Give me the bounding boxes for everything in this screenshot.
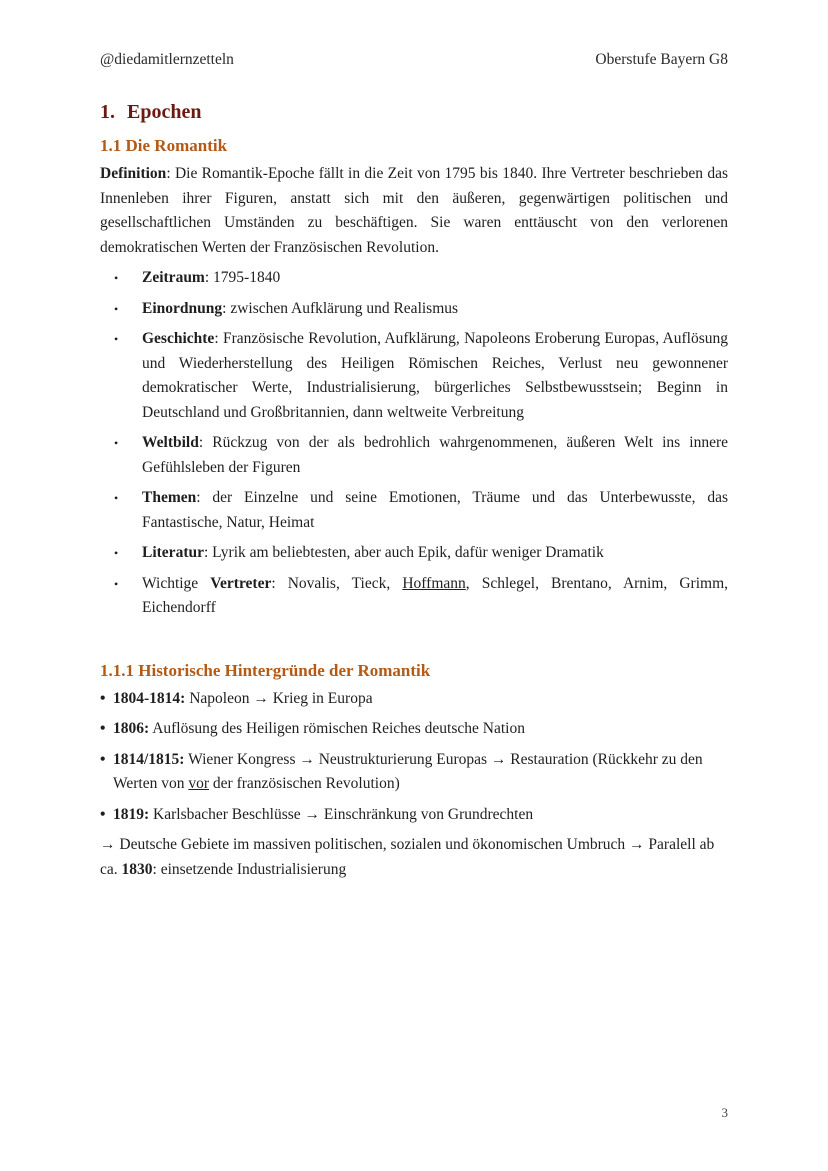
list-item-themen	[100, 486, 728, 535]
subsection-heading: 1.1 Die Romantik	[100, 136, 228, 155]
bullet-icon: •	[114, 301, 119, 316]
timeline-text: Napoleon → Krieg in Europa	[185, 689, 373, 707]
page-header	[100, 51, 728, 69]
bullet-icon: •	[114, 332, 119, 346]
section-heading	[100, 98, 728, 126]
history-timeline-list	[100, 687, 728, 828]
timeline-text: Auflösung des Heiligen römischen Reiches deutsche Nation	[149, 720, 525, 737]
history-heading: 1.1.1 Historische Hintergründe der Romantik	[100, 660, 431, 680]
list-item-weltbild	[100, 431, 728, 480]
bullet-icon: •	[114, 576, 119, 591]
note-text: → Deutsche Gebiete im massiven politischen, sozialen und ökonomischen Umbruch → Paralell ab ca.	[100, 836, 715, 878]
list-item-vertreter	[100, 572, 728, 621]
bullet-icon: •	[114, 491, 119, 505]
note-text: : einsetzende Industrialisierung	[152, 860, 347, 878]
item-text: : Französische Revolution, Aufklärung, Napoleons Eroberung Europas, Auflösung und Wiederherstellung des Heiligen Römischen Reiches, Verlust neu gewonnener demokratischer Werte, Industrialisierung, bürgerliches Selbstbewusstsein; Beginn in Deutschland und Großbritannien, dann weltweite Verbreitung	[142, 330, 728, 421]
note-year: 1830	[121, 860, 153, 878]
item-label: Weltbild	[142, 434, 199, 451]
item-text: , Schlegel, Brentano, Arnim, Grimm, Eichendorff	[142, 574, 729, 616]
underlined-word: vor	[188, 775, 210, 792]
header-handle: @diedamitlernzetteln	[100, 51, 234, 68]
item-label: Zeitraum	[142, 269, 205, 286]
definition-text: : Die Romantik-Epoche fällt in die Zeit von 1795 bis 1840. Ihre Vertreter beschrieben das Innenleben ihrer Figuren, anstatt sich mit den äußeren, gegenwärtigen politischen und gesellschaftlichen Umständen zu beschäftigen. Sie waren enttäuscht von den verlorenen demokratischen Werten der Französischen Revolution.	[100, 165, 728, 256]
bullet-icon: •	[100, 720, 106, 737]
timeline-item	[100, 687, 728, 712]
definition-label: Definition	[100, 165, 167, 182]
item-text: : Lyrik am beliebtesten, aber auch Epik, dafür weniger Dramatik	[203, 544, 604, 561]
bullet-icon: •	[114, 436, 119, 450]
list-item-geschichte	[100, 327, 728, 425]
item-text: : 1795-1840	[204, 269, 281, 286]
item-label: Themen	[142, 489, 197, 506]
bullet-icon: •	[100, 805, 106, 823]
page-content	[100, 98, 728, 882]
list-item-einordnung	[100, 297, 728, 322]
timeline-text: Karlsbacher Beschlüsse → Einschränkung von Grundrechten	[149, 805, 534, 823]
bullet-icon: •	[100, 689, 106, 707]
item-label: Einordnung	[142, 299, 223, 317]
timeline-item	[100, 748, 728, 797]
romantik-facts-list	[100, 266, 728, 621]
definition-paragraph	[100, 162, 728, 260]
timeline-date: 1814/1815:	[113, 750, 185, 768]
timeline-item	[100, 803, 728, 828]
section-title: Epochen	[127, 101, 202, 123]
list-item-literatur	[100, 541, 728, 566]
item-label: Geschichte	[142, 330, 215, 347]
timeline-date: 1806:	[113, 720, 150, 737]
underlined-name: Hoffmann	[402, 574, 466, 592]
item-label: Vertreter	[210, 574, 272, 592]
bullet-icon: •	[100, 750, 106, 768]
timeline-item	[100, 717, 728, 742]
timeline-date: 1804-1814:	[113, 689, 186, 707]
header-course: Oberstufe Bayern G8	[595, 51, 728, 68]
item-text: : zwischen Aufklärung und Realismus	[222, 299, 459, 317]
page-number: 3	[721, 1105, 728, 1120]
item-label: Literatur	[142, 544, 204, 561]
timeline-text: Wiener Kongress → Neustrukturierung Europas → Restauration (Rückkehr zu den Werten von	[113, 750, 703, 792]
timeline-text: der französischen Revolution)	[209, 775, 400, 792]
item-prefix: Wichtige	[142, 574, 211, 592]
history-summary-note	[100, 833, 728, 882]
bullet-icon: •	[114, 546, 119, 560]
bullet-icon: •	[114, 271, 119, 285]
section-number: 1.	[100, 101, 115, 123]
list-item-zeitraum	[100, 266, 728, 291]
item-text: : Rückzug von der als bedrohlich wahrgenommenen, äußeren Welt ins innere Gefühlsleben der Figuren	[142, 434, 728, 476]
timeline-date: 1819:	[113, 805, 150, 823]
item-text: : Novalis, Tieck,	[271, 574, 403, 592]
item-text: : der Einzelne und seine Emotionen, Träume und das Unterbewusste, das Fantastische, Natur, Heimat	[142, 489, 728, 531]
